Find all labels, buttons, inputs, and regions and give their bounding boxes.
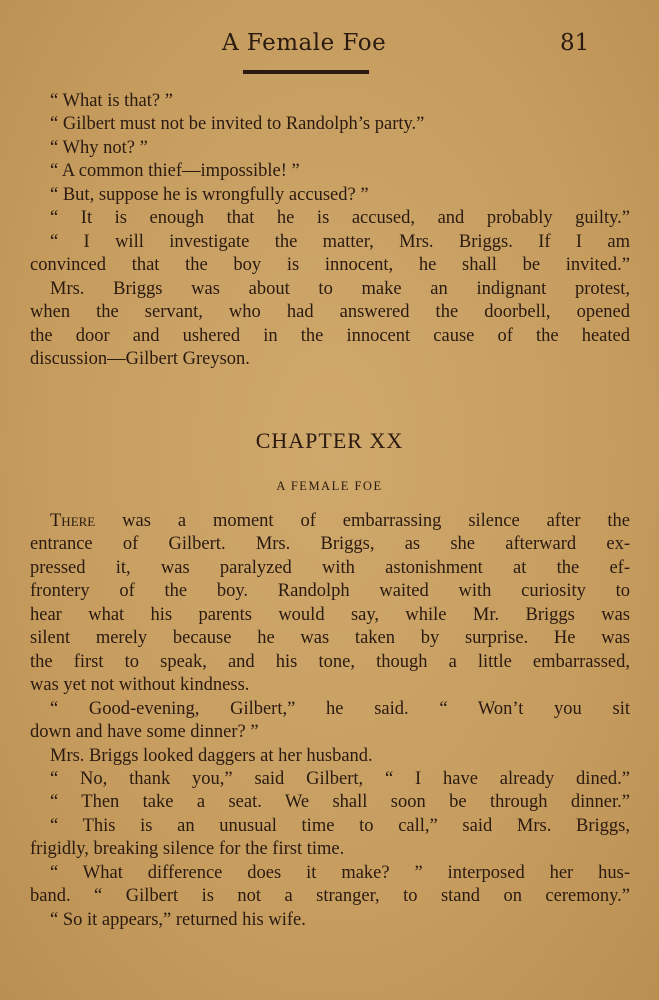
- line-text: “ So it appears,” returned his wife.: [50, 909, 306, 930]
- line-text: was yet not without kindness.: [30, 675, 250, 696]
- text-line: [30, 301, 630, 323]
- text-line: [50, 698, 630, 720]
- line-text: “ I will investigate the matter, Mrs. Briggs. If I am: [50, 231, 630, 252]
- text-line: [30, 651, 630, 673]
- text-line: [30, 838, 630, 860]
- text-line: [30, 604, 630, 626]
- line-text: “ It is enough that he is accused, and probably guilty.”: [50, 208, 630, 229]
- text-line: [30, 557, 630, 579]
- running-header: [0, 30, 659, 62]
- line-text: “ A common thief—impossible! ”: [50, 161, 300, 182]
- header-rule: [243, 70, 369, 74]
- line-text: the door and ushered in the innocent cause of the heated: [30, 325, 630, 346]
- line-text: hear what his parents would say, while Mr. Briggs was: [30, 604, 630, 625]
- chapter-subtitle: A FEMALE FOE: [276, 479, 383, 493]
- line-text: down and have some dinner? ”: [30, 722, 259, 743]
- text-line: [30, 254, 630, 276]
- text-line: [50, 90, 630, 112]
- line-text: the first to speak, and his tone, though a little embarrassed,: [30, 651, 630, 672]
- line-text: “ No, thank you,” said Gilbert, “ I have already dined.”: [50, 768, 630, 789]
- text-line: [50, 862, 630, 884]
- line-text: “ What difference does it make? ” interposed her hus-: [50, 862, 630, 883]
- text-line: [30, 721, 630, 743]
- text-line: [50, 137, 630, 159]
- text-line: [50, 909, 630, 931]
- line-text: convinced that the boy is innocent, he shall be invited.”: [30, 255, 630, 276]
- text-line: [50, 184, 630, 206]
- line-text: “ Why not? ”: [50, 137, 148, 158]
- text-line: [50, 113, 630, 135]
- line-text: “ What is that? ”: [50, 91, 173, 111]
- drop-word: There: [50, 511, 96, 531]
- text-line: [30, 348, 630, 370]
- text-line: [50, 278, 630, 300]
- line-text: Mrs. Briggs was about to make an indignant protest,: [50, 278, 630, 299]
- text-line: [30, 580, 630, 602]
- line-text: frontery of the boy. Randolph waited with curiosity to: [30, 581, 630, 602]
- page-number: 81: [560, 30, 590, 56]
- line-text: entrance of Gilbert. Mrs. Briggs, as she afterward ex-: [30, 534, 630, 555]
- line-text: frigidly, breaking silence for the first time.: [30, 839, 345, 860]
- text-line: [50, 510, 630, 532]
- line-text: Mrs. Briggs looked daggers at her husband.: [50, 745, 373, 766]
- chapter-heading: CHAPTER XX: [255, 428, 404, 453]
- text-line: [50, 160, 630, 182]
- text-line: [50, 791, 630, 813]
- text-line: [30, 325, 630, 347]
- running-title: A Female Foe: [222, 30, 387, 56]
- text-line: [30, 533, 630, 555]
- line-text: “ Then take a seat. We shall soon be through dinner.”: [50, 792, 630, 813]
- line-text: “ This is an unusual time to call,” said Mrs. Briggs,: [50, 815, 630, 836]
- line-text: discussion—Gilbert Greyson.: [30, 348, 250, 369]
- text-line: [30, 674, 630, 696]
- line-text: “ Gilbert must not be invited to Randolph’s party.”: [50, 114, 425, 135]
- line-text: pressed it, was paralyzed with astonishment at the ef-: [30, 557, 630, 578]
- line-text: “ But, suppose he is wrongfully accused? ”: [50, 184, 369, 205]
- text-line: [30, 627, 630, 649]
- line-text: band. “ Gilbert is not a stranger, to stand on ceremony.”: [30, 886, 630, 907]
- line-text: was a moment of embarrassing silence after the: [95, 511, 630, 531]
- text-line: [50, 745, 630, 767]
- text-line: [50, 768, 630, 790]
- text-line: [30, 885, 630, 907]
- text-line: [50, 207, 630, 229]
- line-text: silent merely because he was taken by surprise. He was: [30, 628, 630, 649]
- text-line: [50, 815, 630, 837]
- line-text: when the servant, who had answered the doorbell, opened: [30, 302, 630, 323]
- text-line: [50, 231, 630, 253]
- line-text: “ Good-evening, Gilbert,” he said. “ Won’t you sit: [50, 698, 630, 719]
